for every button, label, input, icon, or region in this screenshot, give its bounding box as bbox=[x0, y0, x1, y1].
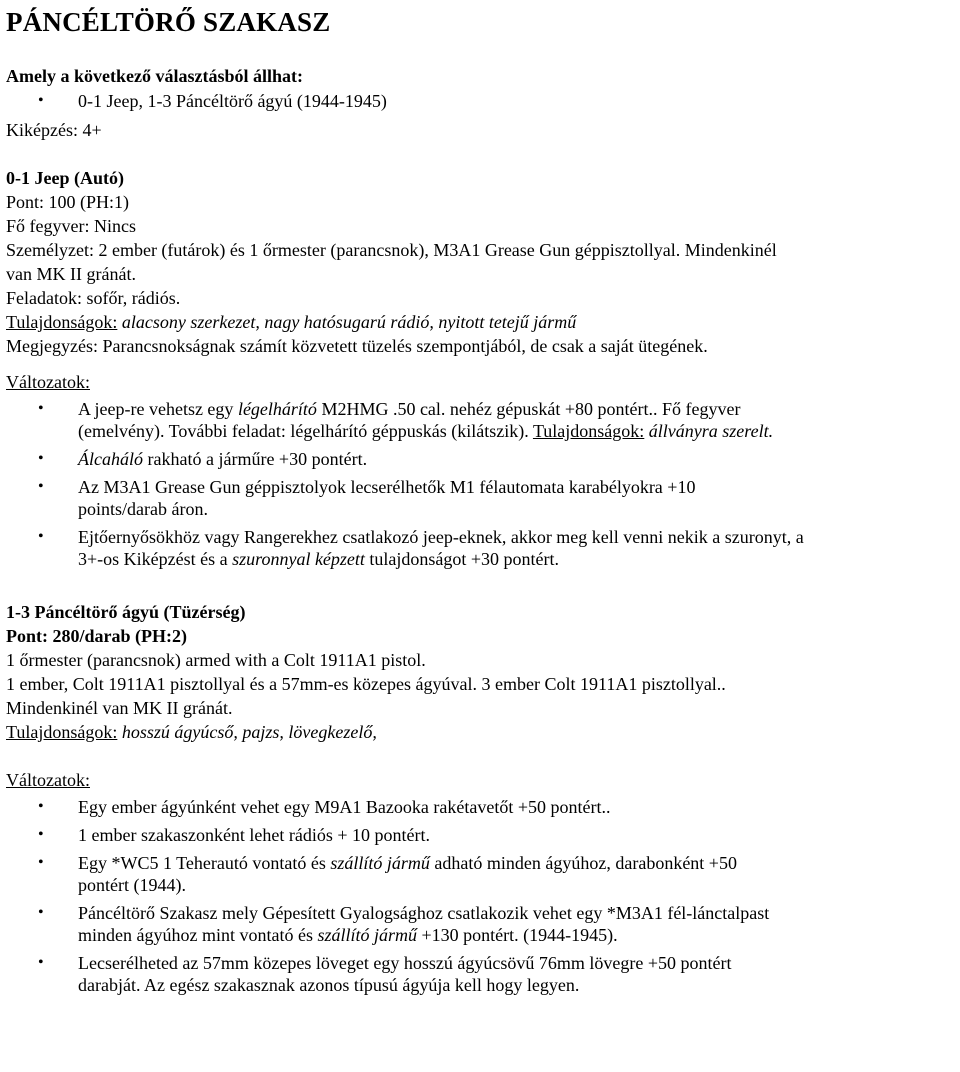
jeep-note: Megjegyzés: Parancsnokságnak számít közvetett tüzelés szempontjából, de csak a saját ütegének. bbox=[6, 336, 708, 356]
gun-crew-3: Mindenkinél van MK II gránát. bbox=[6, 698, 233, 718]
gun-crew-1: 1 őrmester (parancsnok) armed with a Colt 1911A1 pistol. bbox=[6, 650, 426, 670]
gun-traits: Tulajdonságok: hosszú ágyúcső, pajzs, lövegkezelő, bbox=[6, 722, 377, 742]
jeep-variants-label: Változatok: bbox=[6, 372, 90, 392]
jeep-tasks: Feladatok: sofőr, rádiós. bbox=[6, 288, 181, 308]
gun-variants-list bbox=[6, 796, 954, 996]
list-item: • Álcaháló rakható a járműre +30 pontért. bbox=[38, 449, 368, 469]
bullet-icon: • bbox=[38, 528, 44, 545]
bullet-icon: • bbox=[38, 854, 44, 871]
intro-list bbox=[6, 90, 954, 112]
bullet-icon: • bbox=[38, 450, 44, 467]
bullet-icon: • bbox=[38, 92, 44, 109]
bullet-icon: • bbox=[38, 954, 44, 971]
bullet-icon: • bbox=[38, 798, 44, 815]
list-item: • Páncéltörő Szakasz mely Gépesített Gyalogsághoz csatlakozik vehet egy *M3A1 fél-lánctalpast minden ágyúhoz mint vontató és szállító jármű +130 pontért. (1944-1945). bbox=[38, 903, 770, 945]
page-title: PÁNCÉLTÖRŐ SZAKASZ bbox=[6, 7, 331, 37]
jeep-crew-cont: van MK II gránát. bbox=[6, 264, 136, 284]
list-item: • Egy ember ágyúnként vehet egy M9A1 Bazooka rakétavetőt +50 pontért.. bbox=[38, 797, 611, 817]
list-item: • Az M3A1 Grease Gun géppisztolyok lecserélhetők M1 félautomata karabélyokra +10 points/darab áron. bbox=[38, 477, 696, 519]
list-item: • Egy *WC5 1 Teherautó vontató és szállító jármű adható minden ágyúhoz, darabonként +50 pontért (1944). bbox=[38, 853, 737, 895]
bullet-icon: • bbox=[38, 826, 44, 843]
gun-variants-label: Változatok: bbox=[6, 770, 90, 790]
list-item: • 1 ember szakaszonként lehet rádiós + 10 pontért. bbox=[38, 825, 431, 845]
jeep-heading: 0-1 Jeep (Autó) bbox=[6, 168, 124, 188]
bullet-icon: • bbox=[38, 478, 44, 495]
training-level: Kiképzés: 4+ bbox=[6, 120, 102, 140]
intro-heading: Amely a következő választásból állhat: bbox=[6, 66, 303, 86]
gun-points: Pont: 280/darab (PH:2) bbox=[6, 626, 187, 646]
jeep-weapon: Fő fegyver: Nincs bbox=[6, 216, 136, 236]
list-item: • A jeep-re vehetsz egy légelhárító M2HMG .50 cal. nehéz gépuskát +80 pontért.. Fő fegyver (emelvény). További feladat: légelhárító géppuskás (kilátszik). Tulajdonságok: állványra szerelt. bbox=[38, 399, 774, 441]
list-item: • 0-1 Jeep, 1-3 Páncéltörő ágyú (1944-1945) bbox=[38, 91, 387, 111]
bullet-icon: • bbox=[38, 904, 44, 921]
list-item: • Ejtőernyősökhöz vagy Rangerekhez csatlakozó jeep-eknek, akkor meg kell venni nekik a szuronyt, a 3+-os Kiképzést és a szuronnyal képzett tulajdonságot +30 pontért. bbox=[38, 527, 804, 569]
bullet-icon: • bbox=[38, 400, 44, 417]
gun-crew-2: 1 ember, Colt 1911A1 pisztollyal és a 57mm-es közepes ágyúval. 3 ember Colt 1911A1 pisztollyal.. bbox=[6, 674, 726, 694]
gun-heading: 1-3 Páncéltörő ágyú (Tüzérség) bbox=[6, 602, 246, 622]
jeep-variants-list bbox=[6, 398, 954, 570]
list-item: • Lecserélheted az 57mm közepes löveget egy hosszú ágyúcsövű 76mm lövegre +50 pontért darabját. Az egész szakasznak azonos típusú ágyúja kell hogy legyen. bbox=[38, 953, 732, 995]
jeep-points: Pont: 100 (PH:1) bbox=[6, 192, 130, 212]
jeep-crew: Személyzet: 2 ember (futárok) és 1 őrmester (parancsnok), M3A1 Grease Gun géppisztollyal. Mindenkinél bbox=[6, 240, 777, 260]
jeep-traits: Tulajdonságok: alacsony szerkezet, nagy hatósugarú rádió, nyitott tetejű jármű bbox=[6, 312, 577, 332]
